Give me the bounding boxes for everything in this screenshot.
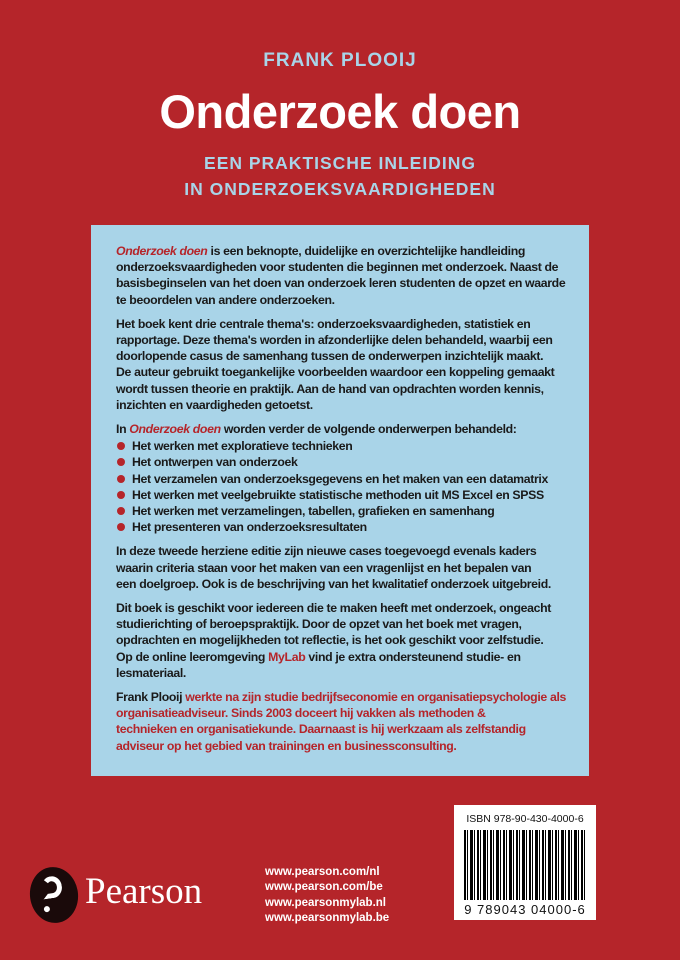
list-item-text: Het verzamelen van onderzoeksgegevens en het maken van een datamatrix [132, 471, 548, 486]
text: Op de online leeromgeving [116, 649, 269, 664]
bullet-icon [117, 458, 125, 466]
url: www.pearsonmylab.be [265, 911, 390, 924]
barcode-icon [464, 830, 586, 900]
bullet-icon [117, 507, 125, 515]
bio-author-name: Frank Plooij [116, 690, 183, 705]
list-item-text: Het werken met exploratieve technieken [132, 439, 353, 454]
pearson-logo-icon [26, 864, 81, 926]
isbn-label: ISBN 978-90-430-4000-6 [466, 813, 584, 825]
barcode-number: 9 789043 04000-6 [464, 902, 586, 917]
text-line: adviseur op het gebied van trainingen en businessconsulting. [116, 738, 457, 753]
title-emphasis: Onderzoek doen [116, 244, 208, 258]
list-item [116, 519, 589, 535]
bullet-icon [117, 491, 125, 499]
publisher-name: Pearson [85, 871, 203, 912]
list-item [116, 471, 589, 487]
list-item [116, 487, 589, 503]
text-line: opdrachten en mogelijkheden tot reflectie, is het ook geschikt voor zelfstudie. [116, 633, 544, 648]
text-line: Dit boek is geschikt voor iedereen die te maken heeft met onderzoek, ongeacht [116, 601, 551, 616]
list-item [116, 438, 589, 454]
paragraph-topics-intro [116, 421, 589, 437]
bullet-icon [117, 523, 125, 531]
title-emphasis: Onderzoek doen [129, 422, 221, 437]
blurb-box [91, 225, 589, 776]
url: www.pearsonmylab.nl [265, 896, 386, 909]
subtitle-line: IN ONDERZOEKSVAARDIGHEDEN [184, 179, 496, 199]
text-line: inzichten en vaardigheden getoetst. [116, 397, 313, 412]
paragraph-audience [116, 600, 589, 681]
url: www.pearson.com/nl [265, 866, 380, 878]
paragraph-edition [116, 543, 589, 592]
list-item-text: Het ontwerpen van onderzoek [132, 455, 298, 470]
text-line: organisatieadviseur. Sinds 2003 doceert hij vakken als methoden & [116, 706, 486, 721]
list-item [116, 503, 589, 519]
text-line: wordt tussen theorie en praktijk. Aan de hand van opdrachten worden kennis, [116, 381, 544, 396]
text: In [116, 422, 130, 437]
book-title: Onderzoek doen [159, 85, 521, 138]
subtitle [0, 150, 680, 202]
text-line: basisbeginselen van het doen van onderzoek leren studenten de opzet en waarde [116, 276, 566, 291]
mylab-link: MyLab [268, 649, 306, 664]
text-line: te beoordelen van andere onderzoeken. [116, 292, 335, 307]
bullet-icon [117, 442, 125, 450]
list-item-text: Het presenteren van onderzoeksresultaten [132, 520, 367, 535]
text-line: technieken en organisatiekunde. Daarnaast is hij werkzaam als zelfstandig [116, 722, 526, 737]
text-line: waarin criteria staan voor het maken van een vragenlijst en het bepalen van [116, 560, 532, 575]
paragraph-intro [116, 243, 589, 308]
text-line: is een beknopte, duidelijke en overzichtelijke handleiding [207, 244, 526, 258]
list-item-text: Het werken met veelgebruikte statistische methoden uit MS Excel en SPSS [132, 487, 544, 502]
text-line: In deze tweede herziene editie zijn nieuwe cases toegevoegd evenals kaders [116, 544, 537, 559]
text-line: rapportage. Deze thema's worden in afzonderlijke delen behandeld, waarbij een [116, 333, 553, 348]
text-line: een doelgroep. Ook is de beschrijving van het kwalitatief onderzoek uitgebreid. [116, 576, 551, 591]
list-item-text: Het werken met verzamelingen, tabellen, grafieken en samenhang [132, 504, 495, 519]
text-line: doorlopende casus de samenhang tussen de onderwerpen inzichtelijk maakt. [116, 349, 544, 364]
subtitle-line: EEN PRAKTISCHE INLEIDING [204, 153, 476, 173]
text: vind je extra ondersteunend studie- en [305, 649, 521, 664]
paragraph-themes [116, 316, 589, 413]
bullet-icon [117, 475, 125, 483]
author-bio [116, 689, 589, 754]
author-name: FRANK PLOOIJ [263, 50, 417, 71]
barcode-panel [454, 805, 596, 920]
text-line: lesmateriaal. [116, 665, 186, 680]
url: www.pearson.com/be [265, 881, 383, 894]
text: werkte na zijn studie bedrijfseconomie en organisatiepsychologie als [182, 690, 566, 705]
text: worden verder de volgende onderwerpen behandeld: [220, 422, 517, 437]
publisher-urls [265, 865, 389, 926]
text-line: Het boek kent drie centrale thema's: onderzoeksvaardigheden, statistiek en [116, 316, 531, 331]
text-line: De auteur gebruikt toegankelijke voorbeelden waardoor een koppeling gemaakt [116, 365, 555, 380]
list-item [116, 454, 589, 470]
text-line: onderzoeksvaardigheden voor studenten die beginnen met onderzoek. Naast de [116, 260, 559, 275]
topics-list [116, 438, 589, 535]
text-line: studierichting of beroepspraktijk. Door de opzet van het boek met vragen, [116, 617, 522, 632]
